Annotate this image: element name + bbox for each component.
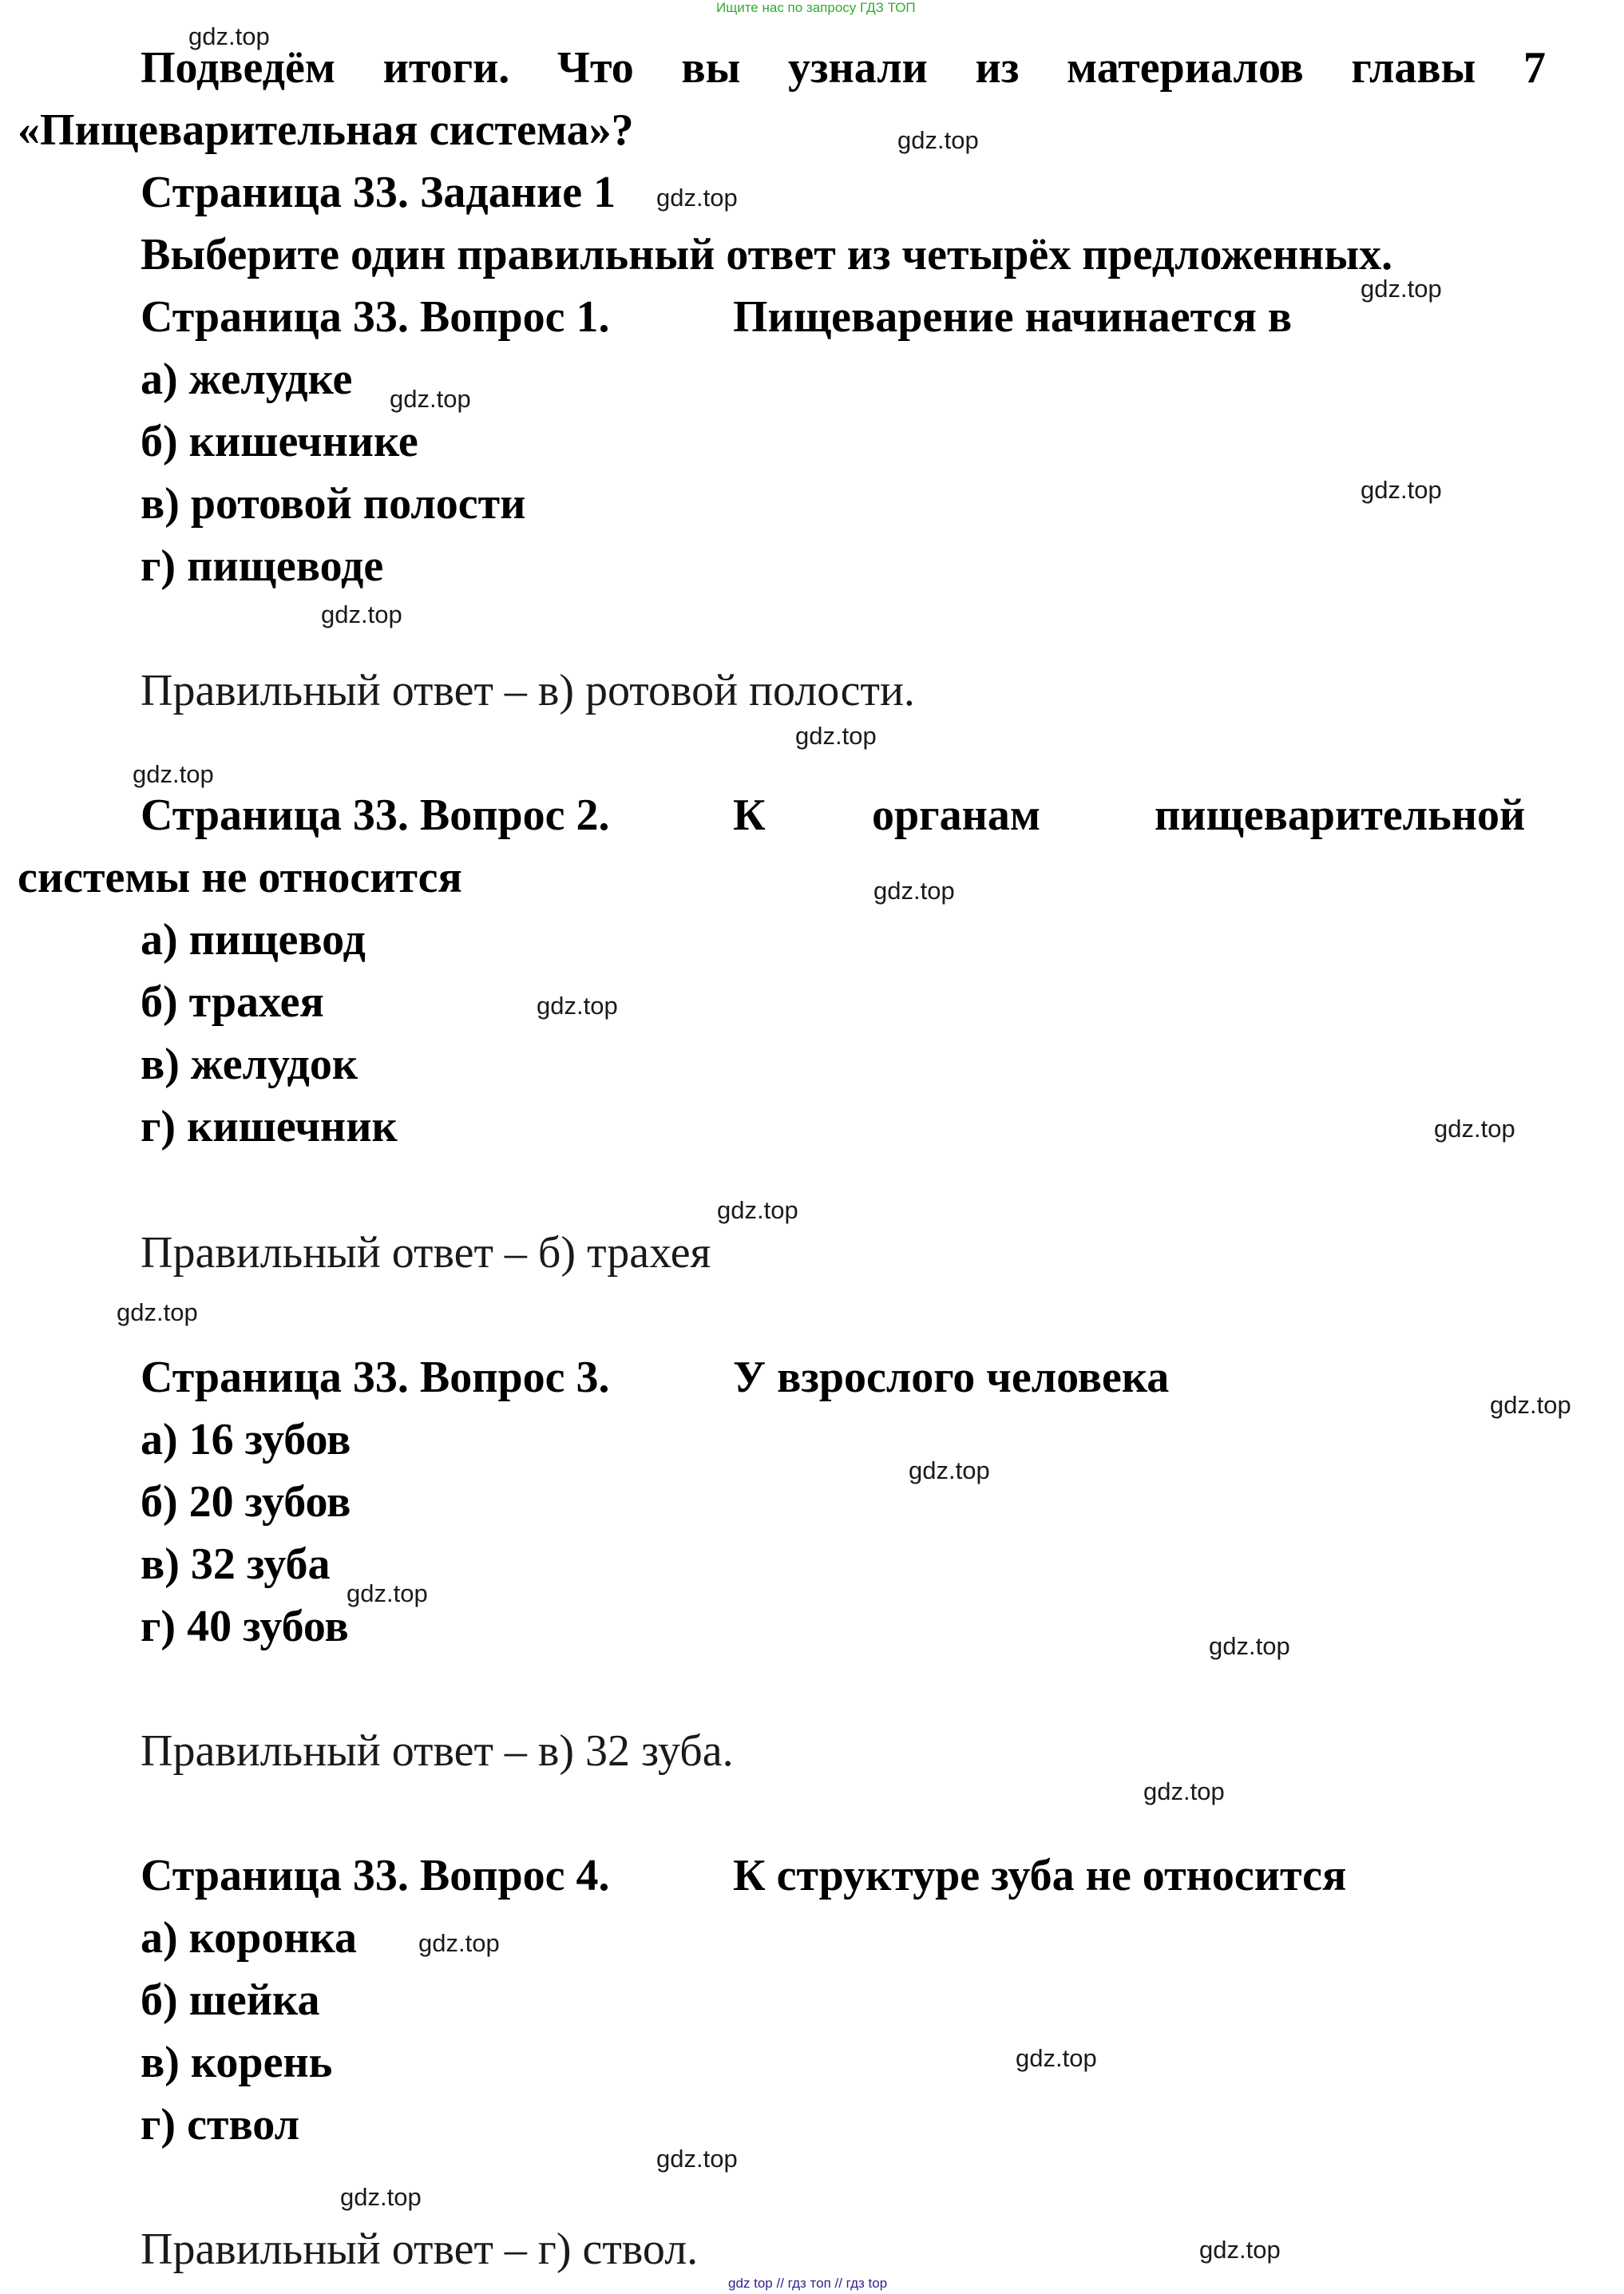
watermark: gdz.top: [1434, 1115, 1515, 1143]
question-3-text: У взрослого человека: [733, 1353, 1170, 1402]
watermark: gdz.top: [873, 877, 955, 905]
question-2-option-a: а) пищевод: [141, 915, 366, 965]
question-4-answer: Правильный ответ – г) ствол.: [141, 2225, 699, 2274]
watermark: gdz.top: [1143, 1777, 1225, 1805]
watermark: gdz.top: [537, 992, 618, 1020]
watermark: gdz.top: [1016, 2044, 1097, 2072]
question-1-option-c: в) ротовой полости: [141, 479, 526, 529]
top-banner: Ищите нас по запросу ГДЗ ТОП: [716, 0, 916, 15]
question-2-label: Страница 33. Вопрос 2.: [141, 790, 610, 840]
watermark: gdz.top: [321, 600, 402, 628]
watermark: gdz.top: [418, 1929, 500, 1957]
watermark: gdz.top: [133, 760, 214, 788]
watermark: gdz.top: [897, 126, 979, 154]
intro-line-1: Подведём итоги. Что вы узнали из материалов главы 7: [141, 43, 1546, 93]
question-2-text-word-1: К: [733, 790, 766, 840]
bottom-banner: gdz top // гдз топ // гдз top: [728, 2276, 888, 2291]
watermark: gdz.top: [909, 1456, 990, 1484]
question-2-option-d: г) кишечник: [141, 1102, 398, 1151]
question-3-option-a: а) 16 зубов: [141, 1415, 351, 1464]
watermark: gdz.top: [117, 1298, 198, 1326]
question-1-label: Страница 33. Вопрос 1.: [141, 292, 610, 342]
question-2-text-word-2: органам: [872, 790, 1040, 840]
watermark: gdz.top: [347, 1579, 428, 1607]
question-3-option-c: в) 32 зуба: [141, 1539, 331, 1589]
watermark: gdz.top: [656, 2145, 738, 2173]
question-4-label: Страница 33. Вопрос 4.: [141, 1851, 610, 1900]
watermark: gdz.top: [1490, 1391, 1571, 1419]
question-2-text-line-2: системы не относится: [18, 853, 462, 902]
watermark: gdz.top: [1361, 275, 1442, 303]
question-2-text-word-3: пищеварительной: [1155, 790, 1526, 840]
question-3-label: Страница 33. Вопрос 3.: [141, 1353, 610, 1402]
intro-line-2: «Пищеварительная система»?: [18, 105, 634, 155]
question-4-option-b: б) шейка: [141, 1975, 320, 2025]
question-2-option-c: в) желудок: [141, 1040, 358, 1089]
watermark: gdz.top: [188, 22, 270, 50]
watermark: gdz.top: [1209, 1632, 1290, 1660]
question-4-option-d: г) ствол: [141, 2100, 299, 2149]
question-3-answer: Правильный ответ – в) 32 зуба.: [141, 1726, 734, 1776]
watermark: gdz.top: [390, 385, 471, 413]
question-1-option-a: а) желудке: [141, 355, 353, 404]
watermark: gdz.top: [717, 1196, 798, 1224]
watermark: gdz.top: [340, 2183, 422, 2211]
question-2-option-b: б) трахея: [141, 977, 324, 1027]
question-2-answer: Правильный ответ – б) трахея: [141, 1228, 711, 1278]
question-4-option-a: а) коронка: [141, 1913, 358, 1963]
question-1-text: Пищеварение начинается в: [733, 292, 1293, 342]
question-4-text: К структуре зуба не относится: [733, 1851, 1347, 1900]
question-1-answer: Правильный ответ – в) ротовой полости.: [141, 666, 915, 715]
task-title: Страница 33. Задание 1: [141, 168, 616, 217]
question-4-option-c: в) корень: [141, 2038, 333, 2087]
question-3-option-d: г) 40 зубов: [141, 1602, 349, 1651]
watermark: gdz.top: [1199, 2236, 1281, 2264]
watermark: gdz.top: [795, 722, 877, 750]
question-3-option-b: б) 20 зубов: [141, 1477, 351, 1527]
watermark: gdz.top: [656, 184, 738, 212]
watermark: gdz.top: [1361, 476, 1442, 504]
task-instruction: Выберите один правильный ответ из четырёх предложенных.: [141, 230, 1393, 279]
question-1-option-b: б) кишечнике: [141, 417, 418, 466]
question-1-option-d: г) пищеводе: [141, 541, 384, 591]
